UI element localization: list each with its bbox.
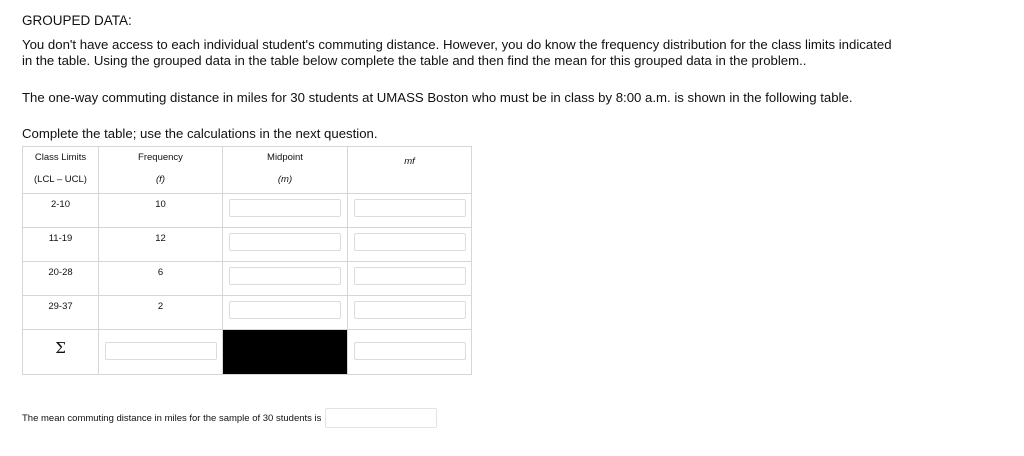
header-frequency: Frequency (f): [99, 147, 223, 194]
class-limits-cell: 20-28: [23, 262, 99, 296]
midpoint-sum-blackout: [223, 330, 348, 375]
sum-row: [23, 330, 472, 375]
midpoint-cell: [223, 262, 348, 296]
description-paragraph: The one-way commuting distance in miles for 30 students at UMASS Boston who must be in class by 8:00 a.m. is shown in the following table.: [22, 90, 853, 105]
mf-sum-cell: [348, 330, 472, 375]
mf-cell: [348, 228, 472, 262]
mf-input-row-3[interactable]: [354, 267, 466, 285]
frequency-cell: 10: [99, 194, 223, 228]
frequency-cell: 12: [99, 228, 223, 262]
class-limits-cell: 11-19: [23, 228, 99, 262]
frequency-sum-cell: [99, 330, 223, 375]
midpoint-cell: [223, 228, 348, 262]
header-midpoint: Midpoint (m): [223, 147, 348, 194]
mf-sum-input[interactable]: [354, 342, 466, 360]
midpoint-cell: [223, 194, 348, 228]
sigma-symbol: Σ: [55, 339, 66, 357]
mean-prompt: The mean commuting distance in miles for the sample of 30 students is: [22, 412, 322, 424]
class-limits-cell: 2-10: [23, 194, 99, 228]
midpoint-input-row-1[interactable]: [229, 199, 341, 217]
mean-question: [22, 408, 437, 428]
header-class-limits: Class Limits (LCL – UCL): [23, 147, 99, 194]
mf-cell: [348, 262, 472, 296]
mean-answer-input[interactable]: [325, 408, 437, 428]
midpoint-input-row-3[interactable]: [229, 267, 341, 285]
mf-input-row-1[interactable]: [354, 199, 466, 217]
mf-input-row-2[interactable]: [354, 233, 466, 251]
table-row: [23, 194, 472, 228]
mf-cell: [348, 296, 472, 330]
frequency-cell: 2: [99, 296, 223, 330]
table-header-row: [23, 147, 472, 194]
midpoint-input-row-4[interactable]: [229, 301, 341, 319]
mf-cell: [348, 194, 472, 228]
midpoint-input-row-2[interactable]: [229, 233, 341, 251]
table-row: [23, 228, 472, 262]
class-limits-cell: 29-37: [23, 296, 99, 330]
table-row: [23, 262, 472, 296]
midpoint-cell: [223, 296, 348, 330]
intro-paragraph: You don't have access to each individual student's commuting distance. However, you do know the frequency distribution for the class limits indicated in the table. Using the grouped data in the table below complete the table and then find the mean for this grouped data in the problem..: [22, 37, 892, 68]
frequency-sum-input[interactable]: [105, 342, 217, 360]
grouped-data-table: [22, 146, 472, 375]
mf-input-row-4[interactable]: [354, 301, 466, 319]
frequency-cell: 6: [99, 262, 223, 296]
instruction-paragraph: Complete the table; use the calculations in the next question.: [22, 126, 378, 141]
sigma-cell: [23, 330, 99, 375]
header-mf: mf: [348, 147, 472, 194]
table-row: [23, 296, 472, 330]
section-heading: GROUPED DATA:: [22, 13, 132, 28]
